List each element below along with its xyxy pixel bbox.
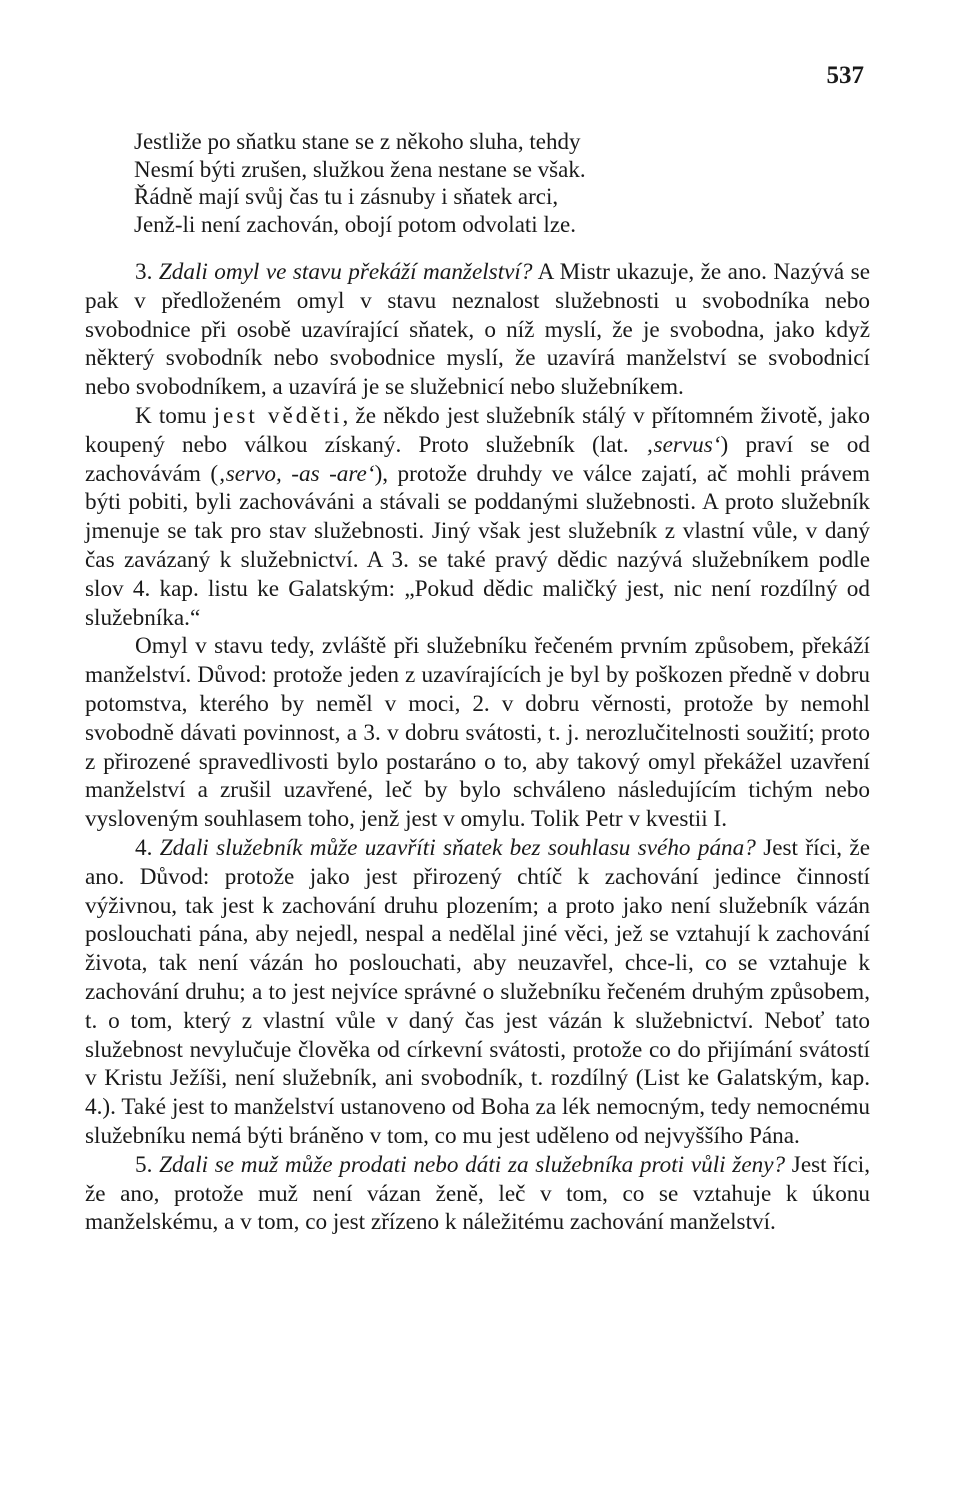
verse-block [134, 128, 874, 238]
paragraph-text: A Mistr ukazuje, že ano. Nazývá se pak v předloženém omyl v stavu neznalost služebnosti u svobodníka nebo svobodnice při osobě uzavírající sňatek, o níž myslí, že je svobodna, jako když některý svobodník nebo svobodnice myslí, že uzavírá manželství se svobodnicí nebo svobodníkem, a uzavírá je se služebnicí nebo služebníkem. [85, 259, 870, 401]
paragraph-question-5 [85, 1151, 870, 1237]
verse-line: Řádně mají svůj čas tu i zásnuby i sňatek arci, [134, 184, 559, 209]
question-number: 5. [135, 1151, 160, 1178]
paragraph-text: ) praví se od zachovávám ( [85, 431, 870, 487]
paragraph-text: Jest říci, že ano. Důvod: protože jako jest přirozený chtíč k zachování jedince činností výživnou, tak jest k zachování druhu plozením; a proto jako není služebník vázán poslouchati pána, aby nejedl, nespal a nedělal jiné věci, jež se vztahují k zachování života, tak není vázán ho poslouchati, aby neuzavřel, chce-li, co se vztahuje k zachování druhu; a to jest nejvíce správné o služebníku řečeném druhým způsobem, t. o tom, který z vlastní vůle v daný čas jest vázán k služebnictví. Neboť tato služebnost nevylučuje člověka od církevní svátosti, protože co do přijímání svátostí v Kristu Ježíši, není služebník, ani svobodník, t. rozdílný (List ke Galatským, kap. 4.). Také jest to manželství ustanoveno od Boha za lék nemocným, tedy nemocnému služebníku nemá býti bráněno v tom, co mu jest uděleno od nejvyššího Pána. [85, 834, 871, 1149]
question-number: 3. [135, 259, 159, 285]
paragraph-question-3 [85, 258, 870, 402]
question-heading: Zdali služebník může uzavříti sňatek bez souhlasu svého pána? [159, 834, 756, 861]
paragraph-text: ), protože druhdy ve válce zajatí, ač mohli právem býti pobiti, byli zachováváni a stávali se poddanými služebnosti. A proto služebník jmenuje se tak pro stav služebnosti. Jiný však jest služebník z vlastní vůle, v daný čas zavázaný k služebnictví. A 3. se také pravý dědic nazývá služebníkem podle slov 4. kap. listu ke Galatským: „Pokud dědic maličký jest, nic není rozdílný od služebníka.“ [85, 460, 870, 631]
paragraph-servus [85, 402, 870, 632]
page-number: 537 [826, 62, 864, 89]
latin-term: ‚servus‘ [645, 431, 721, 458]
question-number: 4. [135, 834, 160, 861]
latin-term: ‚servo, -as -are‘ [218, 460, 375, 487]
verse-line: Jestliže po sňatku stane se z někoho sluha, tehdy [134, 129, 581, 154]
paragraph-text: K tomu [135, 402, 214, 429]
paragraph-text: , že někdo jest služebník stálý v přítomném životě, jako koupený nebo válkou získaný. Proto služebník (lat. [85, 402, 870, 458]
paragraph-text: Jest říci, že ano, protože muž není vázan ženě, leč v tom, co se vztahuje k úkonu manželskému, a v tom, co jest zřízeno k náležitému zachování manželství. [85, 1151, 870, 1236]
question-heading: Zdali se muž může prodati nebo dáti za služebníka proti vůli ženy? [159, 1151, 786, 1178]
paragraph-question-4 [85, 834, 870, 1151]
paragraph-text: Omyl v stavu tedy, zvláště při služebníku řečeném prvním způsobem, překáží manželství. Důvod: protože jeden z uzavírajících je byl by poškozen předně v dobru potomstva, kterého by neměl v moci, 2. v dobru věrnosti, protože by nemohl svobodně dávati povinnost, a 3. v dobru svátosti, t. j. nerozlučitelnosti soužití; proto z přirozené spravedlivosti bylo postaráno o to, aby takový omyl překážel uzavření manželství a zrušil uzavřené, leč by bylo schváleno následujícím tichým nebo vysloveným souhlasem toho, jenž jest v omylu. Tolik Petr v kvestii I. [85, 633, 870, 833]
verse-line: Jenž-li není zachován, obojí potom odvolati lze. [134, 211, 576, 237]
question-heading: Zdali omyl ve stavu překáží manželství? [158, 259, 533, 285]
emphasis-spaced: jest věděti [213, 402, 343, 429]
paragraph-omyl [85, 632, 870, 834]
verse-line: Nesmí býti zrušen, služkou žena nestane se však. [134, 156, 586, 182]
body-text [85, 258, 870, 1237]
